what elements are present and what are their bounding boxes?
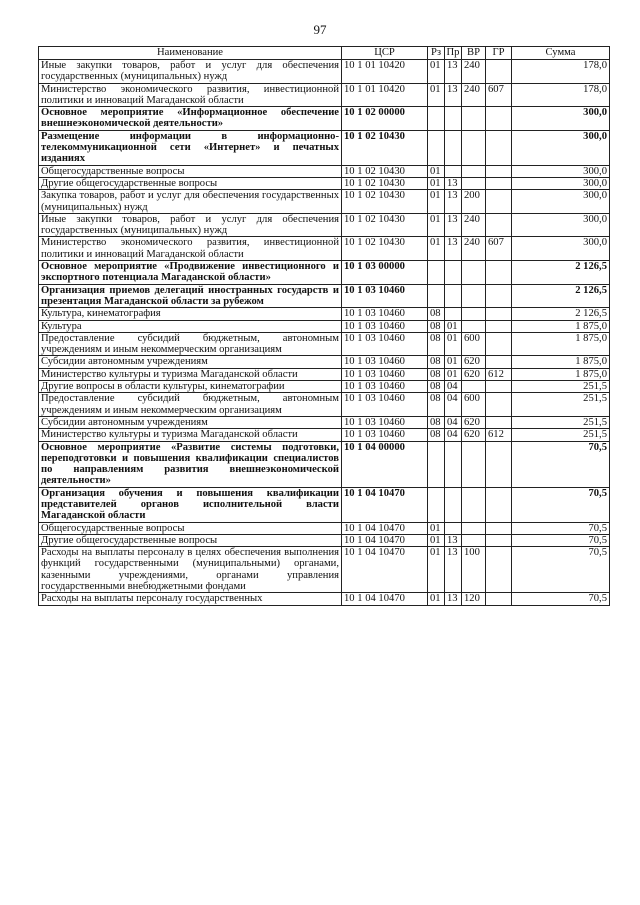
cell-pr: 13 bbox=[445, 237, 462, 261]
cell-rz: 01 bbox=[428, 213, 445, 237]
cell-rz: 01 bbox=[428, 237, 445, 261]
cell-name: Культура, кинематография bbox=[39, 308, 342, 320]
cell-csr: 10 1 03 10460 bbox=[342, 308, 428, 320]
cell-csr: 10 1 04 10470 bbox=[342, 487, 428, 522]
cell-pr bbox=[445, 308, 462, 320]
table-header-row bbox=[39, 47, 610, 60]
cell-gr bbox=[486, 356, 512, 368]
cell-gr bbox=[486, 393, 512, 417]
cell-sum: 1 875,0 bbox=[512, 332, 610, 356]
cell-pr: 13 bbox=[445, 534, 462, 546]
cell-csr: 10 1 02 00000 bbox=[342, 107, 428, 131]
cell-gr bbox=[486, 165, 512, 177]
table-row bbox=[39, 107, 610, 131]
cell-sum: 251,5 bbox=[512, 381, 610, 393]
cell-rz: 08 bbox=[428, 393, 445, 417]
cell-pr: 13 bbox=[445, 177, 462, 189]
cell-vr bbox=[462, 487, 486, 522]
cell-sum: 70,5 bbox=[512, 547, 610, 593]
cell-vr: 600 bbox=[462, 332, 486, 356]
cell-vr: 240 bbox=[462, 60, 486, 84]
cell-rz bbox=[428, 441, 445, 487]
cell-rz: 01 bbox=[428, 522, 445, 534]
table-row bbox=[39, 356, 610, 368]
cell-sum: 70,5 bbox=[512, 593, 610, 605]
cell-rz: 01 bbox=[428, 165, 445, 177]
cell-sum: 251,5 bbox=[512, 416, 610, 428]
table-row bbox=[39, 165, 610, 177]
cell-gr bbox=[486, 320, 512, 332]
cell-csr: 10 1 04 10470 bbox=[342, 522, 428, 534]
cell-name: Министерство экономического развития, инвестиционной политики и инноваций Магаданской области bbox=[39, 237, 342, 261]
cell-sum: 70,5 bbox=[512, 534, 610, 546]
cell-pr: 04 bbox=[445, 429, 462, 441]
table-row bbox=[39, 381, 610, 393]
cell-pr: 13 bbox=[445, 60, 462, 84]
cell-vr bbox=[462, 381, 486, 393]
cell-vr: 100 bbox=[462, 547, 486, 593]
budget-table bbox=[38, 46, 610, 606]
cell-name: Иные закупки товаров, работ и услуг для обеспечения государственных (муниципальных) нужд bbox=[39, 213, 342, 237]
cell-name: Основное мероприятие «Продвижение инвестиционного и экспортного потенциала Магаданской области» bbox=[39, 261, 342, 285]
cell-vr bbox=[462, 308, 486, 320]
table-row bbox=[39, 213, 610, 237]
table-body bbox=[39, 60, 610, 606]
cell-gr bbox=[486, 261, 512, 285]
table-row bbox=[39, 441, 610, 487]
cell-rz bbox=[428, 487, 445, 522]
cell-vr: 600 bbox=[462, 393, 486, 417]
table-row bbox=[39, 368, 610, 380]
cell-sum: 2 126,5 bbox=[512, 308, 610, 320]
cell-gr bbox=[486, 416, 512, 428]
cell-rz: 01 bbox=[428, 593, 445, 605]
cell-name: Иные закупки товаров, работ и услуг для обеспечения государственных (муниципальных) нужд bbox=[39, 60, 342, 84]
cell-sum: 251,5 bbox=[512, 393, 610, 417]
cell-rz: 08 bbox=[428, 416, 445, 428]
cell-csr: 10 1 01 10420 bbox=[342, 83, 428, 107]
cell-csr: 10 1 02 10430 bbox=[342, 237, 428, 261]
cell-pr: 01 bbox=[445, 356, 462, 368]
cell-gr bbox=[486, 130, 512, 165]
cell-sum: 70,5 bbox=[512, 487, 610, 522]
cell-rz: 08 bbox=[428, 308, 445, 320]
cell-pr: 01 bbox=[445, 320, 462, 332]
cell-sum: 251,5 bbox=[512, 429, 610, 441]
cell-vr bbox=[462, 165, 486, 177]
header-rz: Рз bbox=[428, 47, 445, 60]
table-row bbox=[39, 177, 610, 189]
table-row bbox=[39, 522, 610, 534]
table-row bbox=[39, 261, 610, 285]
cell-rz bbox=[428, 130, 445, 165]
header-vr: ВР bbox=[462, 47, 486, 60]
table-row bbox=[39, 190, 610, 214]
cell-pr bbox=[445, 261, 462, 285]
cell-csr: 10 1 03 10460 bbox=[342, 284, 428, 308]
table-row bbox=[39, 237, 610, 261]
cell-pr: 13 bbox=[445, 593, 462, 605]
cell-csr: 10 1 03 10460 bbox=[342, 393, 428, 417]
cell-gr bbox=[486, 547, 512, 593]
cell-gr bbox=[486, 308, 512, 320]
cell-name: Предоставление субсидий бюджетным, автономным учреждениям и иным некоммерческим организациям bbox=[39, 393, 342, 417]
cell-name: Основное мероприятие «Информационное обеспечение внешнеэкономической деятельности» bbox=[39, 107, 342, 131]
cell-name: Субсидии автономным учреждениям bbox=[39, 416, 342, 428]
cell-name: Предоставление субсидий бюджетным, автономным учреждениям и иным некоммерческим организациям bbox=[39, 332, 342, 356]
cell-rz: 08 bbox=[428, 368, 445, 380]
cell-sum: 1 875,0 bbox=[512, 368, 610, 380]
cell-sum: 2 126,5 bbox=[512, 284, 610, 308]
cell-vr bbox=[462, 441, 486, 487]
cell-vr bbox=[462, 284, 486, 308]
cell-csr: 10 1 03 10460 bbox=[342, 368, 428, 380]
cell-vr: 240 bbox=[462, 237, 486, 261]
cell-csr: 10 1 02 10430 bbox=[342, 165, 428, 177]
cell-csr: 10 1 03 10460 bbox=[342, 320, 428, 332]
table-row bbox=[39, 308, 610, 320]
cell-sum: 300,0 bbox=[512, 213, 610, 237]
cell-name: Министерство культуры и туризма Магаданской области bbox=[39, 429, 342, 441]
table-row bbox=[39, 593, 610, 605]
cell-vr: 240 bbox=[462, 213, 486, 237]
cell-pr: 13 bbox=[445, 547, 462, 593]
cell-vr bbox=[462, 130, 486, 165]
table-row bbox=[39, 547, 610, 593]
table-row bbox=[39, 393, 610, 417]
cell-name: Другие общегосударственные вопросы bbox=[39, 534, 342, 546]
cell-sum: 178,0 bbox=[512, 83, 610, 107]
cell-name: Размещение информации в информационно-телекоммуникационной сети «Интернет» и печатных изданиях bbox=[39, 130, 342, 165]
cell-name: Министерство культуры и туризма Магаданской области bbox=[39, 368, 342, 380]
cell-rz bbox=[428, 107, 445, 131]
cell-rz: 01 bbox=[428, 60, 445, 84]
cell-sum: 2 126,5 bbox=[512, 261, 610, 285]
cell-gr bbox=[486, 107, 512, 131]
cell-gr bbox=[486, 534, 512, 546]
table-row bbox=[39, 284, 610, 308]
cell-vr: 620 bbox=[462, 416, 486, 428]
cell-pr: 01 bbox=[445, 368, 462, 380]
cell-name: Закупка товаров, работ и услуг для обеспечения государственных (муниципальных) нужд bbox=[39, 190, 342, 214]
cell-pr bbox=[445, 522, 462, 534]
table-row bbox=[39, 320, 610, 332]
cell-pr: 04 bbox=[445, 381, 462, 393]
cell-gr: 607 bbox=[486, 83, 512, 107]
page-number: 97 bbox=[313, 22, 327, 37]
cell-vr: 240 bbox=[462, 83, 486, 107]
cell-sum: 300,0 bbox=[512, 237, 610, 261]
cell-sum: 300,0 bbox=[512, 130, 610, 165]
cell-rz: 01 bbox=[428, 534, 445, 546]
cell-name: Организация приемов делегаций иностранных государств и презентация Магаданской области за рубежом bbox=[39, 284, 342, 308]
header-name: Наименование bbox=[39, 47, 342, 60]
cell-vr bbox=[462, 107, 486, 131]
cell-gr bbox=[486, 190, 512, 214]
cell-pr: 13 bbox=[445, 83, 462, 107]
cell-name: Основное мероприятие «Развитие системы подготовки, переподготовки и повышения квалификации специалистов по направлениям развития внешнеэкономической деятельности» bbox=[39, 441, 342, 487]
cell-pr bbox=[445, 107, 462, 131]
cell-name: Другие общегосударственные вопросы bbox=[39, 177, 342, 189]
cell-pr bbox=[445, 165, 462, 177]
cell-pr bbox=[445, 441, 462, 487]
cell-pr: 01 bbox=[445, 332, 462, 356]
cell-gr bbox=[486, 593, 512, 605]
cell-name: Культура bbox=[39, 320, 342, 332]
header-sum: Сумма bbox=[512, 47, 610, 60]
header-csr: ЦСР bbox=[342, 47, 428, 60]
cell-csr: 10 1 03 10460 bbox=[342, 381, 428, 393]
cell-gr bbox=[486, 177, 512, 189]
cell-csr: 10 1 02 10430 bbox=[342, 190, 428, 214]
cell-name: Общегосударственные вопросы bbox=[39, 165, 342, 177]
cell-pr: 13 bbox=[445, 190, 462, 214]
cell-rz: 01 bbox=[428, 83, 445, 107]
cell-csr: 10 1 03 00000 bbox=[342, 261, 428, 285]
table-row bbox=[39, 487, 610, 522]
cell-vr bbox=[462, 320, 486, 332]
cell-name: Расходы на выплаты персоналу в целях обеспечения выполнения функций государственными (муниципальными) органами, казенными учреждениями, органами управления государственными внебюджетными фондами bbox=[39, 547, 342, 593]
cell-pr: 04 bbox=[445, 416, 462, 428]
cell-gr: 612 bbox=[486, 368, 512, 380]
cell-rz: 01 bbox=[428, 177, 445, 189]
cell-rz: 08 bbox=[428, 356, 445, 368]
header-gr: ГР bbox=[486, 47, 512, 60]
cell-gr: 612 bbox=[486, 429, 512, 441]
cell-gr bbox=[486, 381, 512, 393]
cell-sum: 300,0 bbox=[512, 165, 610, 177]
cell-csr: 10 1 04 10470 bbox=[342, 593, 428, 605]
cell-vr bbox=[462, 522, 486, 534]
table-row bbox=[39, 534, 610, 546]
cell-csr: 10 1 01 10420 bbox=[342, 60, 428, 84]
cell-rz bbox=[428, 261, 445, 285]
cell-sum: 300,0 bbox=[512, 177, 610, 189]
table-row bbox=[39, 83, 610, 107]
cell-sum: 1 875,0 bbox=[512, 320, 610, 332]
cell-pr bbox=[445, 284, 462, 308]
cell-vr bbox=[462, 261, 486, 285]
cell-pr bbox=[445, 487, 462, 522]
header-pr: Пр bbox=[445, 47, 462, 60]
cell-gr bbox=[486, 487, 512, 522]
cell-sum: 300,0 bbox=[512, 190, 610, 214]
cell-vr: 120 bbox=[462, 593, 486, 605]
cell-name: Министерство экономического развития, инвестиционной политики и инноваций Магаданской области bbox=[39, 83, 342, 107]
cell-pr: 04 bbox=[445, 393, 462, 417]
cell-vr: 620 bbox=[462, 429, 486, 441]
cell-name: Субсидии автономным учреждениям bbox=[39, 356, 342, 368]
cell-pr bbox=[445, 130, 462, 165]
cell-vr: 620 bbox=[462, 356, 486, 368]
cell-rz: 01 bbox=[428, 190, 445, 214]
cell-sum: 1 875,0 bbox=[512, 356, 610, 368]
cell-csr: 10 1 03 10460 bbox=[342, 356, 428, 368]
cell-gr bbox=[486, 284, 512, 308]
cell-name: Другие вопросы в области культуры, кинематографии bbox=[39, 381, 342, 393]
cell-sum: 300,0 bbox=[512, 107, 610, 131]
table-row bbox=[39, 130, 610, 165]
cell-rz: 08 bbox=[428, 332, 445, 356]
cell-rz: 08 bbox=[428, 320, 445, 332]
cell-gr bbox=[486, 522, 512, 534]
cell-sum: 70,5 bbox=[512, 522, 610, 534]
table-row bbox=[39, 332, 610, 356]
cell-csr: 10 1 04 10470 bbox=[342, 547, 428, 593]
cell-name: Организация обучения и повышения квалификации представителей органов исполнительной власти Магаданской области bbox=[39, 487, 342, 522]
cell-sum: 178,0 bbox=[512, 60, 610, 84]
cell-rz: 08 bbox=[428, 381, 445, 393]
cell-rz: 08 bbox=[428, 429, 445, 441]
table-row bbox=[39, 416, 610, 428]
cell-vr: 200 bbox=[462, 190, 486, 214]
cell-name: Расходы на выплаты персоналу государственных bbox=[39, 593, 342, 605]
cell-csr: 10 1 04 10470 bbox=[342, 534, 428, 546]
cell-csr: 10 1 02 10430 bbox=[342, 130, 428, 165]
cell-rz: 01 bbox=[428, 547, 445, 593]
cell-vr bbox=[462, 534, 486, 546]
cell-gr: 607 bbox=[486, 237, 512, 261]
table-row bbox=[39, 429, 610, 441]
cell-gr bbox=[486, 213, 512, 237]
cell-gr bbox=[486, 60, 512, 84]
cell-gr bbox=[486, 332, 512, 356]
cell-name: Общегосударственные вопросы bbox=[39, 522, 342, 534]
table-row bbox=[39, 60, 610, 84]
cell-csr: 10 1 02 10430 bbox=[342, 177, 428, 189]
cell-vr: 620 bbox=[462, 368, 486, 380]
cell-sum: 70,5 bbox=[512, 441, 610, 487]
cell-csr: 10 1 03 10460 bbox=[342, 332, 428, 356]
cell-vr bbox=[462, 177, 486, 189]
cell-csr: 10 1 03 10460 bbox=[342, 429, 428, 441]
cell-pr: 13 bbox=[445, 213, 462, 237]
cell-csr: 10 1 03 10460 bbox=[342, 416, 428, 428]
cell-csr: 10 1 04 00000 bbox=[342, 441, 428, 487]
cell-rz bbox=[428, 284, 445, 308]
cell-csr: 10 1 02 10430 bbox=[342, 213, 428, 237]
cell-gr bbox=[486, 441, 512, 487]
